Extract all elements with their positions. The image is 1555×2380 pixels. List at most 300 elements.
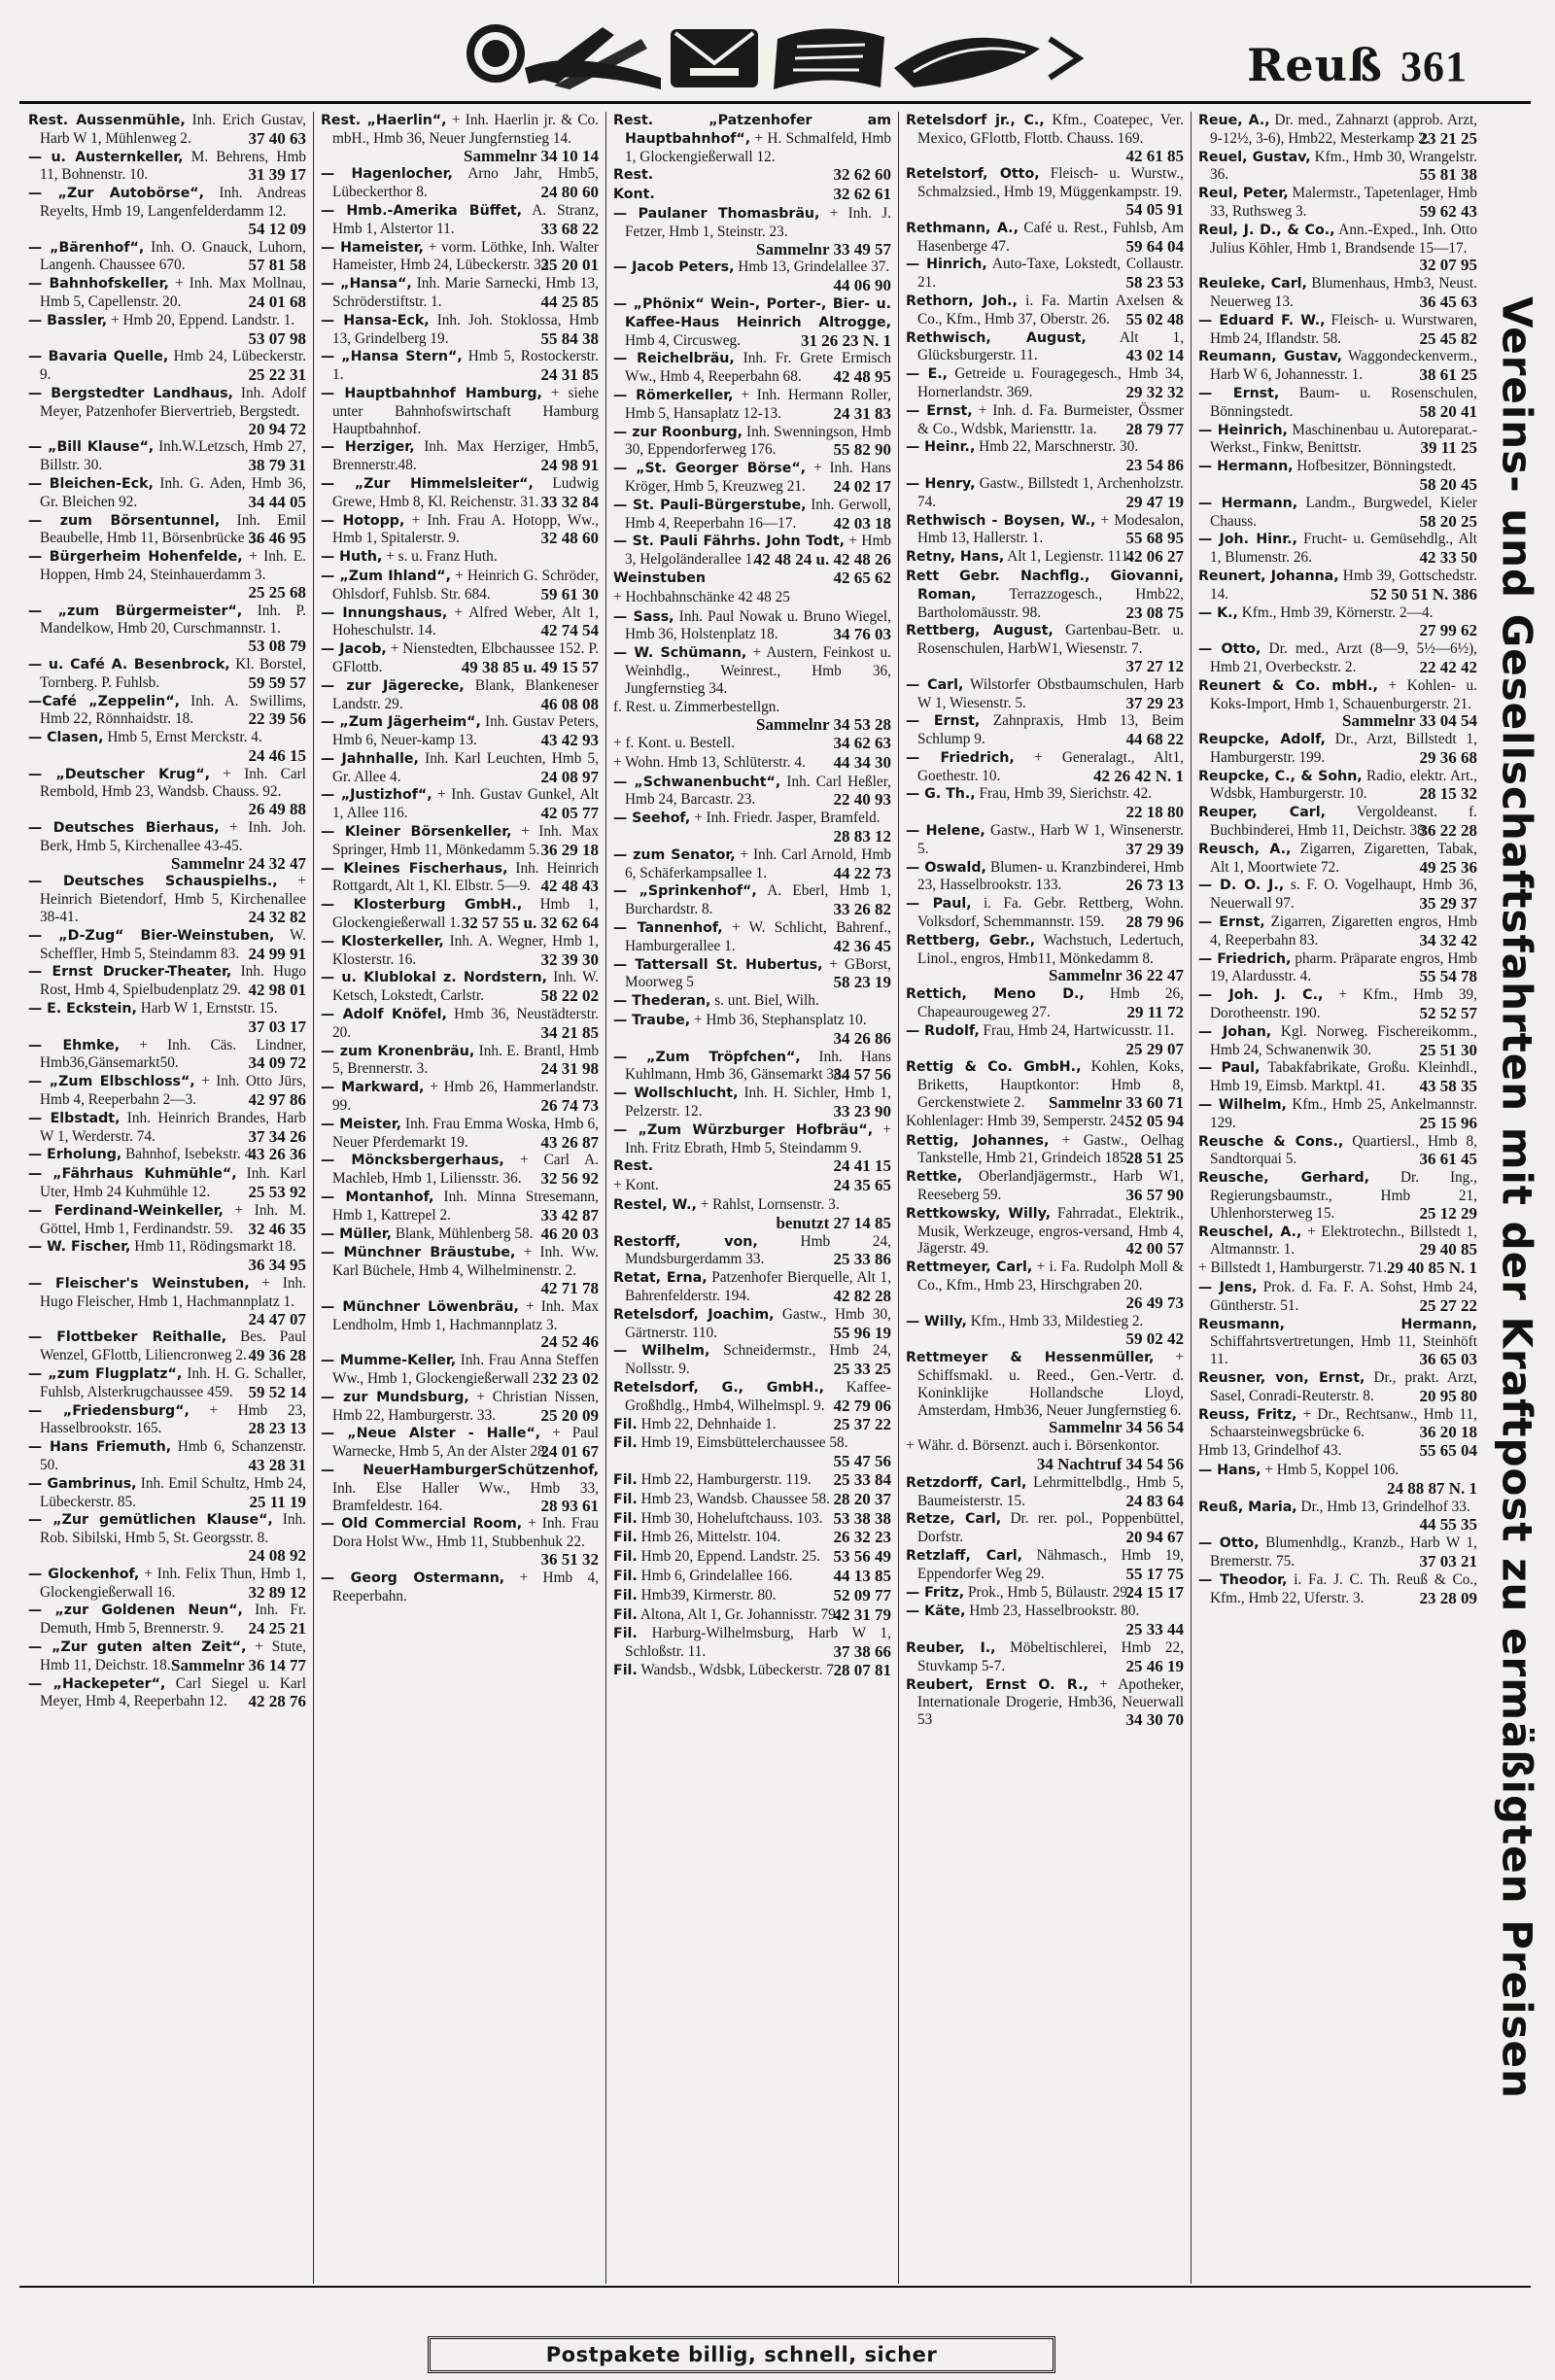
- entry-details: Dr. med., Zahnarzt (approb. Arzt, 9-12½, 3-6), Hmb22, Mesterkamp 2.: [1210, 112, 1478, 147]
- entry-telephone: Sammelnr 24 32 47: [171, 853, 306, 873]
- entry-details: + Wohn. Hmb 13, Schlüterstr. 4.: [613, 753, 806, 771]
- directory-entry: [321, 348, 599, 384]
- entry-telephone: 32 62 60: [833, 165, 891, 185]
- entry-name: Fil.: [613, 1471, 638, 1488]
- directory-entry: [906, 568, 1184, 621]
- entry-name: — Innungshaus,: [321, 604, 448, 621]
- entry-telephone: 24 46 15: [248, 745, 306, 765]
- entry-details: Inh. Karl Uter, Hmb 24 Kuhmühle 12.: [40, 1165, 306, 1201]
- directory-entry: [613, 1233, 891, 1269]
- directory-columns: [21, 112, 1484, 2284]
- entry-details: Hofbesitzer, Bönningstedt.: [1296, 458, 1457, 475]
- directory-entry: [613, 1416, 891, 1434]
- entry-details: Inh. W. Ketsch, Lokstedt, Carlstr.: [332, 969, 599, 1005]
- entry-name: Retzlaff, Carl,: [906, 1547, 1022, 1564]
- directory-entry: [613, 1342, 891, 1378]
- entry-name: — Seehof,: [613, 811, 691, 827]
- directory-entry: [28, 1475, 306, 1511]
- entry-telephone: 25 11 19: [249, 1492, 306, 1511]
- decorative-header-illustration: [457, 10, 1312, 97]
- entry-telephone: 53 56 49: [833, 1547, 891, 1567]
- directory-entry: [1198, 1059, 1477, 1095]
- entry-details: Dr., prakt. Arzt, Sasel, Conradi-Reuterstr. 8.: [1210, 1368, 1477, 1404]
- entry-telephone: 34 62 63: [833, 734, 891, 753]
- entry-name: Reul, J. D., & Co.,: [1198, 222, 1335, 238]
- entry-telephone: 37 29 23: [1125, 693, 1184, 712]
- entry-telephone: 55 68 95: [1125, 529, 1184, 548]
- directory-entry: [1198, 531, 1477, 567]
- directory-entry: [28, 1365, 306, 1401]
- entry-name: — zum Senator,: [613, 846, 736, 863]
- entry-name: Fil.: [613, 1435, 638, 1452]
- entry-telephone: 28 23 13: [248, 1419, 306, 1438]
- entry-details: Hmb 6, Grindelallee 166.: [640, 1567, 793, 1584]
- entry-telephone: 58 22 02: [540, 986, 599, 1006]
- entry-details: Frau, Hmb 39, Sierichstr. 42.: [979, 785, 1153, 803]
- entry-name: — zur Jägerecke,: [321, 677, 465, 694]
- entry-name: — Klosterkeller,: [321, 933, 444, 949]
- entry-name: Reuss, Fritz,: [1198, 1406, 1297, 1423]
- entry-name: — zur Mundsburg,: [321, 1389, 469, 1405]
- entry-name: — Bahnhofskeller,: [28, 276, 169, 293]
- directory-entry: [613, 1012, 891, 1048]
- directory-entry: [28, 1000, 306, 1036]
- directory-entry: [906, 712, 1184, 748]
- entry-details: + Inh. Frau Dora Holst Ww., Hmb 11, Stubbenhuk 22.: [332, 1515, 600, 1551]
- entry-name: — St. Pauli-Bürgerstube,: [613, 497, 807, 513]
- entry-name: — „Sprinkenhof“,: [613, 883, 757, 900]
- entry-details: Hmb 23, Hasselbrookstr. 80.: [969, 1603, 1140, 1620]
- entry-details: Dr., Hmb 13, Grindelhof 33.: [1300, 1498, 1470, 1515]
- directory-column-1: [21, 112, 314, 2284]
- entry-details: + Apotheker, Internationale Drogerie, Hmb36, Neuerwall 53: [917, 1675, 1184, 1729]
- entry-telephone: 34 30 70: [1125, 1710, 1184, 1730]
- entry-name: — Heinr.,: [906, 439, 976, 456]
- entry-details: Inh. Gustav Peters, Hmb 6, Neuer-kamp 13.: [332, 713, 599, 749]
- entry-name: Rettmeyer, Carl,: [906, 1259, 1033, 1276]
- directory-entry: [1198, 1259, 1477, 1278]
- directory-entry: [613, 644, 891, 697]
- entry-name: — „Zur gemütlichen Klause“,: [28, 1512, 273, 1529]
- entry-telephone: 25 20 01: [540, 256, 599, 275]
- entry-details: Patzenhofer Bierquelle, Alt 1, Bahrenfelderstr. 194.: [625, 1269, 892, 1304]
- directory-entry: [321, 750, 599, 786]
- entry-telephone: 46 08 08: [540, 694, 599, 713]
- entry-name: Rethwisch - Boysen, W.,: [906, 512, 1096, 529]
- entry-name: — Old Commercial Room,: [321, 1516, 523, 1533]
- entry-name: — St. Pauli Fährhs. John Todt,: [613, 534, 846, 550]
- entry-name: — Hameister,: [321, 239, 424, 256]
- entry-telephone: 24 08 92: [248, 1545, 306, 1565]
- entry-telephone: 24 47 07: [248, 1309, 306, 1328]
- directory-entry: [613, 992, 891, 1011]
- entry-name: — Hagenlocher,: [321, 166, 453, 183]
- directory-entry: [321, 1116, 599, 1152]
- entry-name: Reue, A.,: [1198, 113, 1270, 128]
- entry-telephone: 24 41 15: [833, 1156, 891, 1176]
- directory-entry: [1198, 768, 1477, 804]
- entry-name: — Montanhof,: [321, 1190, 434, 1206]
- entry-telephone: 28 93 61: [540, 1496, 599, 1515]
- entry-details: + Inh. Hugo Fleischer, Hmb 1, Hachmannplatz 1.: [40, 1275, 306, 1310]
- entry-name: — u. Austernkeller,: [28, 149, 184, 165]
- directory-entry: [321, 239, 599, 275]
- directory-entry: [613, 1434, 891, 1470]
- entry-details: + Hochbahnschänke 42 48 25: [613, 588, 790, 605]
- directory-entry: [613, 1306, 891, 1342]
- entry-name: — Hotopp,: [321, 512, 405, 529]
- entry-name: — Otto,: [1198, 1535, 1260, 1552]
- entry-telephone: 37 40 63: [248, 128, 306, 148]
- entry-details: Kfm., Hmb 25, Ankelmannstr. 129.: [1210, 1096, 1477, 1131]
- entry-details: Inh. G. Aden, Hmb 36, Gr. Bleichen 92.: [40, 474, 307, 510]
- entry-telephone: 43 42 93: [540, 731, 599, 750]
- entry-telephone: 44 55 35: [1419, 1515, 1477, 1535]
- side-banner: [1485, 117, 1549, 2279]
- entry-name: Reuber, I.,: [906, 1639, 996, 1656]
- entry-details: + Rahlst, Lornsenstr. 3.: [700, 1196, 840, 1214]
- directory-entry: [906, 895, 1184, 931]
- directory-entry: [28, 1566, 306, 1602]
- entry-details: Hmb 5, Ernst Merckstr. 4.: [107, 729, 262, 746]
- directory-entry: [613, 1177, 891, 1195]
- entry-telephone: 25 53 92: [248, 1183, 306, 1202]
- entry-details: + W. Schlicht, Bahrenf., Hamburgerallee 1.: [625, 919, 891, 954]
- entry-details: Wandsb., Wdsbk, Lübeckerstr. 7.: [640, 1661, 838, 1678]
- running-head: [1247, 39, 1468, 91]
- entry-name: — Hermann,: [1198, 459, 1294, 475]
- directory-entry: [613, 569, 891, 588]
- directory-entry: [906, 475, 1184, 511]
- entry-details: + Generalagt., Alt1, Goethestr. 10.: [917, 748, 1185, 784]
- entry-telephone: 34 32 42: [1419, 930, 1477, 949]
- directory-entry: [906, 1584, 1184, 1603]
- entry-details: Blank, Mühlenberg 58.: [395, 1224, 534, 1242]
- footer-notice: Postpakete billig, schnell, sicher: [545, 2343, 938, 2366]
- entry-telephone: 36 29 18: [540, 840, 599, 859]
- entry-details: Inh. H. Sichler, Hmb 1, Pelzerstr. 12.: [625, 1085, 891, 1121]
- directory-entry: [613, 497, 891, 533]
- entry-telephone: 37 34 26: [248, 1126, 306, 1146]
- entry-name: — Paul,: [1198, 1060, 1261, 1077]
- entry-details: Landm., Burgwedel, Kieler Chauss.: [1210, 494, 1477, 530]
- entry-details: Vergoldeanst. f. Buchbinderei, Hmb 11, Deichstr. 38.: [1210, 804, 1477, 840]
- entry-name: — u. Klublokal z. Nordstern,: [321, 970, 547, 986]
- entry-name: — zur Roonburg,: [613, 424, 743, 440]
- entry-telephone: 32 62 61: [833, 185, 891, 204]
- entry-telephone: 55 47 56: [833, 1452, 891, 1471]
- entry-details: + Hmb 23, Hasselbrookstr. 165.: [40, 1401, 306, 1437]
- directory-entry: [613, 1625, 891, 1661]
- entry-telephone: 24 01 68: [248, 292, 306, 311]
- entry-details: Hmb 22, Hamburgerstr. 119.: [640, 1470, 812, 1488]
- entry-telephone: 32 46 35: [248, 1219, 306, 1238]
- entry-name: — Eduard F. W.,: [1198, 312, 1326, 328]
- entry-telephone: 33 42 87: [540, 1205, 599, 1224]
- entry-details: Nähmasch., Hmb 19, Eppendorfer Weg 29.: [917, 1546, 1184, 1582]
- directory-entry: [906, 1474, 1184, 1510]
- entry-name: — Müller,: [321, 1225, 392, 1242]
- entry-details: Altona, Alt 1, Gr. Johannisstr. 79.: [639, 1605, 840, 1623]
- entry-telephone: 37 29 39: [1125, 839, 1184, 858]
- entry-telephone: 42 05 77: [540, 804, 599, 823]
- directory-entry: [613, 186, 891, 204]
- directory-entry: [1198, 185, 1477, 221]
- entry-name: — W. Fischer,: [28, 1239, 131, 1256]
- entry-name: Fil.: [613, 1549, 638, 1566]
- entry-telephone: 24 98 91: [540, 456, 599, 475]
- entry-name: — Rudolf,: [906, 1022, 980, 1039]
- entry-details: Inh. Heinrich Rottgardt, Alt 1, Kl. Elbstr. 5—9.: [332, 859, 600, 895]
- directory-entry: [613, 882, 891, 918]
- entry-telephone: 58 20 45: [1419, 474, 1477, 494]
- entry-telephone: 26 74 73: [540, 1096, 599, 1116]
- entry-telephone: 25 12 29: [1419, 1203, 1477, 1223]
- entry-telephone: 22 40 93: [833, 790, 891, 810]
- directory-entry: [28, 1275, 306, 1328]
- entry-name: — Traube,: [613, 1013, 691, 1029]
- entry-telephone: 32 23 02: [540, 1368, 599, 1388]
- directory-entry: [906, 932, 1184, 984]
- entry-name: — Hauptbahnhof Hamburg,: [321, 385, 542, 401]
- directory-entry: [28, 1165, 306, 1201]
- directory-entry: [613, 350, 891, 386]
- entry-details: Hmb 24, Mundsburgerdamm 33.: [625, 1232, 892, 1268]
- entry-telephone: 34 44 05: [248, 492, 306, 511]
- entry-name: — Meister,: [321, 1116, 402, 1132]
- entry-details: + Hmb 4, Reeperbahn.: [332, 1569, 599, 1604]
- entry-name: Rettig, Johannes,: [906, 1132, 1050, 1149]
- entry-name: Weinstuben: [613, 569, 706, 586]
- entry-name: Restel, W.,: [613, 1197, 697, 1214]
- entry-details: Hmb 26, Chapeaurougeweg 27.: [917, 985, 1185, 1021]
- directory-entry: [906, 365, 1184, 401]
- entry-telephone: 43 58 35: [1419, 1077, 1477, 1096]
- entry-name: — „Zur Himmelsleiter“,: [321, 475, 534, 492]
- entry-name: — Gambrinus,: [28, 1475, 137, 1492]
- directory-entry: [906, 1022, 1184, 1058]
- entry-telephone: 25 33 25: [833, 1360, 891, 1379]
- entry-telephone: 44 13 85: [833, 1566, 891, 1585]
- entry-name: — „Bärenhof“,: [28, 239, 145, 256]
- directory-entry: [1198, 222, 1477, 274]
- entry-details: + s. u. Franz Huth.: [386, 548, 498, 566]
- entry-name: — Ernst Drucker-Theater,: [28, 964, 232, 981]
- entry-telephone: 31 39 17: [248, 165, 306, 185]
- entry-name: — „Zum Ihland“,: [321, 568, 451, 584]
- entry-name: — Fleischer's Weinstuben,: [28, 1276, 250, 1292]
- directory-entry: [321, 512, 599, 548]
- entry-details: Gastw., Billstedt 1, Archenholzstr. 74.: [917, 474, 1184, 510]
- entry-name: — Herziger,: [321, 439, 415, 456]
- entry-telephone: 32 48 60: [540, 529, 599, 548]
- entry-details: + Nienstedten, Elbchaussee 152. P. GFlottb.: [332, 640, 599, 675]
- entry-telephone: 42 71 78: [540, 1279, 599, 1297]
- directory-entry: [28, 1037, 306, 1073]
- entry-telephone: 24 80 60: [540, 183, 599, 202]
- entry-name: — „Friedensburg“,: [28, 1402, 190, 1419]
- directory-entry: [321, 1569, 599, 1605]
- directory-entry: [1198, 604, 1477, 640]
- directory-entry: [28, 239, 306, 275]
- entry-details: Prok. d. Fa. F. A. Sohst, Hmb 24, Güntherstr. 51.: [1210, 1279, 1478, 1314]
- directory-entry: [613, 1157, 891, 1176]
- entry-details: + Inh. Felix Thun, Hmb 1, Glockengießerwall 16.: [40, 1565, 306, 1601]
- directory-entry: [1198, 677, 1477, 730]
- entry-name: — Deutsches Bierhaus,: [28, 820, 220, 837]
- directory-entry: [613, 387, 891, 423]
- directory-entry: [906, 256, 1184, 292]
- entry-details: Inh. Gerwoll, Hmb 4, Reeperbahn 16—17.: [625, 496, 891, 532]
- entry-details: Hmb 13, Grindelallee 37.: [738, 259, 890, 276]
- entry-details: + Inh. d. Fa. Burmeister, Össmer & Co., Wdsbk, Mariensttr. 1a.: [917, 401, 1184, 437]
- entry-details: Zigarren, Zigaretten engros, Hmb 4, Reeperbahn 83.: [1210, 914, 1477, 949]
- entry-name: — Ernst,: [1198, 385, 1280, 401]
- entry-name: — Helene,: [906, 823, 985, 840]
- entry-details: + Gastw., Oelhag Tankstelle, Hmb 21, Grindeich 185.: [917, 1131, 1184, 1167]
- entry-name: — Thederan,: [613, 993, 711, 1010]
- entry-telephone: 37 03 17: [248, 1017, 306, 1036]
- entry-telephone: 34 76 03: [833, 625, 891, 644]
- directory-entry: [28, 438, 306, 474]
- entry-telephone: 58 20 41: [1419, 401, 1477, 421]
- directory-entry: [321, 475, 599, 511]
- entry-telephone: 42 79 06: [833, 1396, 891, 1415]
- directory-entry: [1198, 348, 1477, 384]
- entry-telephone: 28 51 25: [1125, 1149, 1184, 1168]
- entry-telephone: 36 51 32: [540, 1549, 599, 1569]
- entry-telephone: 49 25 36: [1419, 857, 1477, 877]
- directory-entry: [28, 112, 306, 148]
- entry-name: Rethwisch, August,: [906, 329, 1087, 346]
- entry-telephone: 25 33 86: [833, 1250, 891, 1269]
- page-number: 361: [1400, 43, 1468, 90]
- entry-telephone: benutzt 27 14 85: [776, 1213, 891, 1232]
- entry-telephone: 34 57 56: [833, 1065, 891, 1085]
- directory-entry: [613, 919, 891, 955]
- entry-name: — Willy,: [906, 1313, 967, 1329]
- directory-entry: [613, 1491, 891, 1509]
- entry-details: + Hmb 3, Helgoländerallee 1.: [625, 533, 892, 569]
- entry-name: Fil.: [613, 1416, 638, 1432]
- directory-entry: [906, 822, 1184, 858]
- entry-details: Inh. Carl Heßler, Hmb 24, Barcastr. 23.: [625, 773, 891, 809]
- entry-details: Ludwig Grewe, Hmb 8, Kl. Reichenstr. 31.: [332, 474, 599, 510]
- directory-entry: [613, 166, 891, 185]
- entry-details: Inh. A. Swillims, Hmb 22, Rönnhaidstr. 18.: [40, 692, 307, 728]
- entry-details: + f. Kont. u. Bestell.: [613, 735, 736, 752]
- entry-details: Wilstorfer Obstbaumschulen, Harb W 1, Wiesenstr. 5.: [917, 675, 1184, 711]
- directory-entry: [613, 1587, 891, 1605]
- entry-name: Rettich, Meno D.,: [906, 986, 1085, 1003]
- entry-telephone: 24 15 17: [1125, 1582, 1184, 1602]
- entry-details: s. unt. Biel, Wilh.: [714, 992, 819, 1010]
- directory-entry: [321, 165, 599, 201]
- directory-entry: [1198, 458, 1477, 494]
- entry-details: Hmb 30, Hoheluftchauss. 103.: [640, 1509, 823, 1527]
- entry-name: — Bürgerheim Hohenfelde,: [28, 549, 243, 566]
- directory-entry: [28, 693, 306, 729]
- entry-name: — Jacob Peters,: [613, 259, 735, 276]
- entry-name: — Paulaner Thomasbräu,: [613, 205, 820, 222]
- directory-entry: [906, 749, 1184, 785]
- directory-entry: [906, 1259, 1184, 1311]
- entry-name: Fil.: [613, 1568, 638, 1584]
- entry-details: + Hmb 5, Koppel 106.: [1264, 1461, 1400, 1478]
- directory-entry: [1198, 1023, 1477, 1059]
- entry-telephone: Sammelnr 33 04 54: [1342, 711, 1477, 731]
- entry-details: Inh. Marie Sarnecki, Hmb 13, Schröderstiftstr. 1.: [332, 275, 600, 310]
- entry-details: Bes. Paul Wenzel, GFlottb, Liliencronweg 2.: [40, 1328, 306, 1364]
- directory-entry: [1198, 149, 1477, 185]
- entry-details: Kohlen, Koks, Briketts, Hauptkontor: Hmb 8, Gerckenstwiete 2.: [917, 1058, 1185, 1112]
- directory-entry: [321, 385, 599, 437]
- entry-name: — K.,: [1198, 604, 1238, 621]
- entry-telephone: 24 25 21: [248, 1619, 306, 1638]
- entry-details: + Kfm., Hmb 39, Dorotheenstr. 190.: [1210, 986, 1477, 1022]
- entry-name: — Mumme-Keller,: [321, 1353, 457, 1369]
- entry-name: Fil.: [613, 1626, 638, 1642]
- entry-details: Hmb 13, Grindelhof 43.: [1198, 1442, 1342, 1460]
- entry-telephone: 58 20 25: [1419, 511, 1477, 531]
- directory-entry: [28, 656, 306, 692]
- directory-entry: [1198, 640, 1477, 676]
- entry-telephone: 54 05 91: [1125, 199, 1184, 219]
- entry-telephone: 34 26 86: [833, 1028, 891, 1048]
- directory-entry: [321, 1006, 599, 1042]
- entry-details: Inh. Frau Anna Steffen Ww., Hmb 1, Glockengießerwall 2.: [332, 1352, 599, 1387]
- directory-entry: [1198, 1096, 1477, 1132]
- directory-entry: [321, 677, 599, 713]
- entry-details: Inh. Joh. Stoklossa, Hmb 13, Grindelberg 19.: [332, 311, 600, 347]
- entry-name: — „Zur Autobörse“,: [28, 186, 205, 202]
- entry-name: — „zur Goldenen Neun“,: [28, 1603, 243, 1619]
- entry-name: — u. Café A. Besenbrock,: [28, 656, 230, 673]
- entry-name: Reumann, Gustav,: [1198, 349, 1342, 365]
- entry-details: + Billstedt 1, Hamburgerstr. 71.: [1198, 1259, 1388, 1277]
- entry-telephone: 36 61 45: [1419, 1150, 1477, 1169]
- entry-details: Dr. med., Arzt (8—9, 5½—6½), Hmb 21, Overbeckstr. 2.: [1210, 640, 1478, 675]
- directory-entry: [321, 548, 599, 567]
- directory-entry: [28, 1638, 306, 1674]
- entry-details: + Elektrotechn., Billstedt 1, Altmannstr. 1.: [1210, 1223, 1477, 1259]
- entry-details: Inh. Else Haller Ww., Hmb 33, Bramfeldestr. 164.: [332, 1479, 599, 1514]
- entry-name: Fil.: [613, 1491, 638, 1507]
- directory-entry: [906, 859, 1184, 895]
- entry-name: — Römerkeller,: [613, 387, 734, 403]
- directory-entry: [1198, 877, 1477, 913]
- entry-telephone: 36 20 18: [1419, 1423, 1477, 1442]
- entry-name: — „Justizhof“,: [321, 787, 432, 804]
- directory-entry: [1198, 495, 1477, 531]
- entry-name: — „Neue Alster - Halle“,: [321, 1426, 541, 1442]
- directory-entry: [613, 1121, 891, 1157]
- entry-details: + Dr., Rechtsanw., Hmb 11, Schaarsteinwegsbrücke 6.: [1210, 1405, 1477, 1441]
- directory-column-5: [1192, 112, 1484, 2284]
- entry-details: Zahnpraxis, Hmb 13, Beim Schlump 9.: [917, 712, 1184, 748]
- entry-telephone: 53 08 79: [248, 637, 306, 656]
- entry-details: Oberlandjägermstr., Harb W1, Reeseberg 59.: [917, 1168, 1184, 1204]
- entry-details: Baum- u. Rosenschulen, Bönningstedt.: [1210, 384, 1477, 420]
- entry-name: — Ernst,: [906, 402, 973, 419]
- entry-telephone: 28 20 37: [833, 1489, 891, 1508]
- directory-entry: [321, 933, 599, 969]
- entry-details: + Inh. Hans Kröger, Hmb 5, Kreuzweg 21.: [625, 460, 891, 495]
- directory-entry: [321, 1189, 599, 1224]
- entry-details: Hmb39, Kirmerstr. 80.: [640, 1586, 777, 1604]
- entry-telephone: 24 31 98: [540, 1059, 599, 1079]
- entry-details: Auto-Taxe, Lokstedt, Collaustr. 21.: [917, 256, 1184, 292]
